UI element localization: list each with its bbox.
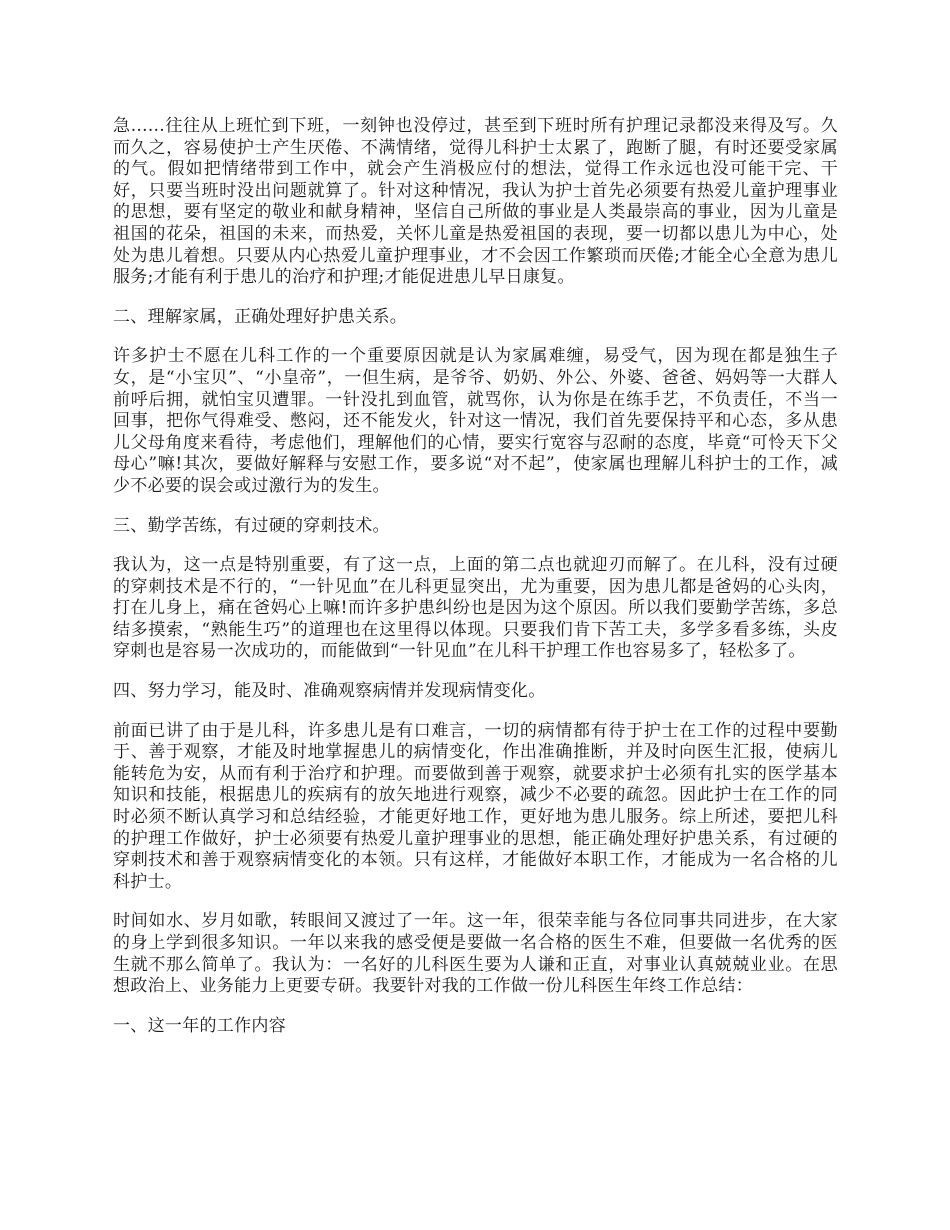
section-heading-puncture-skill: 三、勤学苦练，有过硬的穿刺技术。 (113, 515, 390, 536)
paragraph-family-relations: 许多护士不愿在儿科工作的一个重要原因就是认为家属难缠，易受气，因为现在都是独生子女，是“小宝贝”、“小皇帝”，一但生病，是爷爷、奶奶、外公、外婆、爸爸、妈妈等一大群人前呼后拥，就怕宝贝遭罪。一针没扎到血管，就骂你，认为你是在练手艺，不负责任，不当一回事，把你气得难受、憋闷，还不能发火，针对这一情况，我们首先要保持平和心态，多从患儿父母角度来看待，考虑他们，理解他们的心情，要实行宽容与忍耐的态度，毕竟“可怜天下父母心”嘛!其次，要做好解释与安慰工作，要多说“对不起”，使家属也理解儿科护士的工作，减少不必要的误会或过激行为的发生。 (113, 346, 838, 496)
paragraph-nursing-dedication: 急......往往从上班忙到下班，一刻钟也没停过，甚至到下班时所有护理记录都没来得及写。久而久之，容易使护士产生厌倦、不满情绪，觉得儿科护士太累了，跑断了腿，有时还要受家属的气。假如把情绪带到工作中，就会产生消极应付的想法，觉得工作永远也没可能干完、干好，只要当班时没出问题就算了。针对这种情况，我认为护士首先必须要有热爱儿童护理事业的思想，要有坚定的敬业和献身精神，坚信自己所做的事业是人类最崇高的事业，因为儿童是祖国的花朵，祖国的未来，而热爱，关怀儿童是热爱祖国的表现，要一切都以患儿为中心，处处为患儿着想。只要从内心热爱儿童护理事业，才不会因工作繁琐而厌倦;才能全心全意为患儿服务;才能有利于患儿的治疗和护理;才能促进患儿早日康复。 (113, 116, 838, 288)
document-body (113, 116, 838, 1055)
paragraph-puncture-skill: 我认为，这一点是特别重要，有了这一点，上面的第二点也就迎刃而解了。在儿科，没有过硬的穿刺技术是不行的，“一针见血”在儿科更显突出，尤为重要，因为患儿都是爸妈的心头肉，打在儿身上，痛在爸妈心上嘛!而许多护患纠纷也是因为这个原因。所以我们要勤学苦练，多总结多摸索，“熟能生巧”的道理也在这里得以体现。只要我们肯下苦工夫，多学多看多练，头皮穿刺也是容易一次成功的，而能做到“一针见血”在儿科干护理工作也容易多了，轻松多了。 (113, 555, 838, 662)
section-heading-family-relations: 二、理解家属，正确处理好护患关系。 (113, 306, 408, 327)
section-heading-observation: 四、努力学习，能及时、准确观察病情并发现病情变化。 (113, 681, 546, 702)
paragraph-observation: 前面已讲了由于是儿科，许多患儿是有口难言，一切的病情都有待于护士在工作的过程中要勤于、善于观察，才能及时地掌握患儿的病情变化，作出准确推断，并及时向医生汇报，使病儿能转危为安，从而有利于治疗和护理。而要做到善于观察，就要求护士必须有扎实的医学基本知识和技能，根据患儿的疾病有的放矢地进行观察，减少不必要的疏忽。因此护士在工作的同时必须不断认真学习和总结经验，才能更好地工作，更好地为患儿服务。综上所述，要把儿科的护理工作做好，护士必须要有热爱儿童护理事业的思想，能正确处理好护患关系，有过硬的穿刺技术和善于观察病情变化的本领。只有这样，才能做好本职工作，才能成为一名合格的儿科护士。 (113, 720, 838, 892)
section-heading-work-content: 一、这一年的工作内容 (113, 1015, 286, 1036)
paragraph-year-summary-intro: 时间如水、岁月如歌，转眼间又渡过了一年。这一年，很荣幸能与各位同事共同进步，在大家的身上学到很多知识。一年以来我的感受便是要做一名合格的医生不难，但要做一名优秀的医生就不那么简单了。我认为：一名好的儿科医生要为人谦和正直，对事业认真兢兢业业。在思想政治上、业务能力上更要专研。我要针对我的工作做一份儿科医生年终工作总结： (113, 911, 838, 997)
